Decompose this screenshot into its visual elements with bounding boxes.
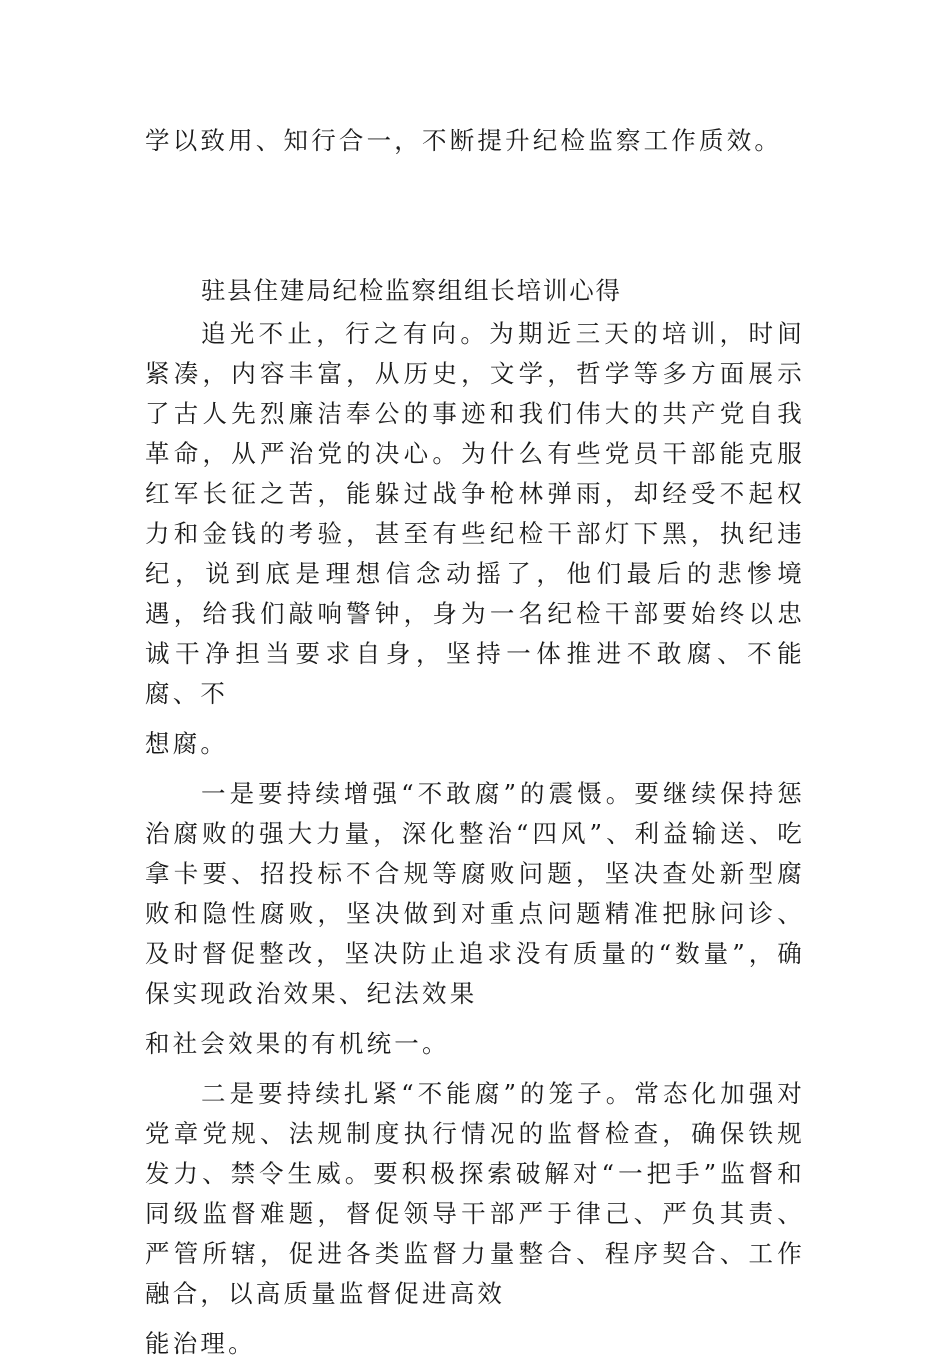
paragraph-last-line: 想腐。 bbox=[145, 729, 229, 758]
paragraph-text: 追光不止，行之有向。为期近三天的培训，时间紧凑，内容丰富，从历史，文学，哲学等多方面展示了古人先烈廉洁奉公的事迹和我们伟大的共产党自我革命，从严治党的决心。为什么有些党员干部能克服红军长征之苦，能躲过战争枪林弹雨，却经受不起权力和金钱的考验，甚至有些纪检干部灯下黑，执纪违纪，说到底是理想信念动摇了，他们最后的悲惨境遇，给我们敲响警钟，身为一名纪检干部要始终以忠诚干净担当要求自身，坚持一体推进不敢腐、不能腐、不 bbox=[145, 319, 805, 708]
paragraph-text: 一是要持续增强“不敢腐”的震慑。要继续保持惩治腐败的强大力量，深化整治“四风”、利益输送、吃拿卡要、招投标不合规等腐败问题，坚决查处新型腐败和隐性腐败，坚决做到对重点问题精准把脉问诊、及时督促整改，坚决防止追求没有质量的“数量”，确保实现政治效果、纪法效果 bbox=[145, 779, 805, 1008]
paragraph-last-line: 能治理。 bbox=[145, 1329, 256, 1358]
paragraph-last-line: 和社会效果的有机统一。 bbox=[145, 1029, 450, 1058]
document-page bbox=[145, 120, 805, 1364]
continuation-text: 学以致用、知行合一，不断提升纪检监察工作质效。 bbox=[145, 126, 783, 155]
document-title: 驻县住建局纪检监察组组长培训心得 bbox=[201, 276, 622, 305]
paragraph-point-two bbox=[145, 1074, 805, 1364]
paragraph-text: 二是要持续扎紧“不能腐”的笼子。常态化加强对党章党规、法规制度执行情况的监督检查，确保铁规发力、禁令生威。要积极探索破解对“一把手”监督和同级监督难题，督促领导干部严于律己、严负其责、严管所辖，促进各类监督力量整合、程序契合、工作融合，以高质量监督促进高效 bbox=[145, 1079, 805, 1308]
paragraph-point-one bbox=[145, 774, 805, 1064]
paragraph-intro bbox=[145, 314, 805, 764]
